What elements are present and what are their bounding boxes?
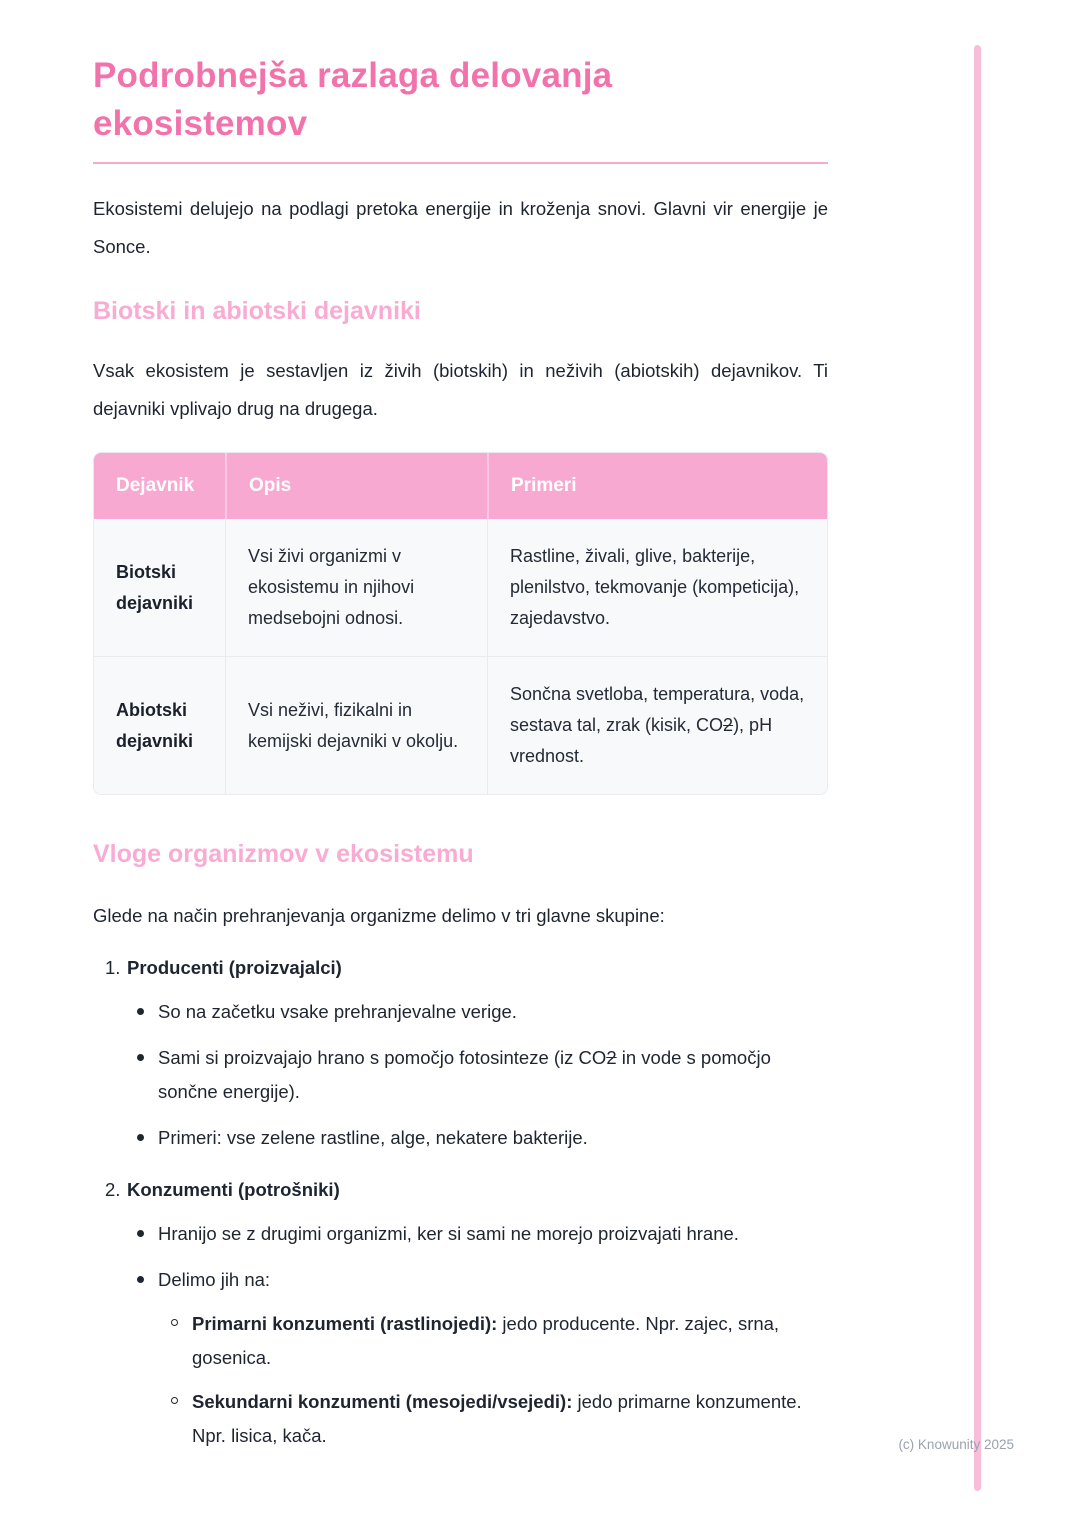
section-heading-vloge: Vloge organizmov v ekosistemu bbox=[93, 840, 474, 868]
table-header-primeri: Primeri bbox=[487, 453, 828, 519]
bullet-text: So na začetku vsake prehranjevalne verige. bbox=[158, 1001, 517, 1022]
section1-paragraph: Vsak ekosistem je sestavljen iz živih (biotskih) in neživih (abiotskih) dejavnikov. Ti dejavniki vplivajo drug na drugega. bbox=[93, 360, 828, 419]
sub-list-item bbox=[93, 1385, 828, 1453]
list-item-producenti bbox=[93, 953, 828, 1155]
page-title: Podrobnejša razlaga delovanja ekosistemov bbox=[93, 56, 613, 143]
bullet-disc-icon bbox=[137, 1276, 144, 1283]
item-title: Konzumenti (potrošniki) bbox=[127, 1179, 340, 1200]
bullet-text bbox=[158, 1041, 828, 1109]
item-number: 1. bbox=[105, 957, 121, 978]
section2-paragraph: Glede na način prehranjevanja organizme delimo v tri glavne skupine: bbox=[93, 905, 665, 926]
cell-factor-name: Abiotski dejavniki bbox=[94, 656, 225, 794]
intro-paragraph: Ekosistemi delujejo na podlagi pretoka energije in kroženja snovi. Glavni vir energije je Sonce. bbox=[93, 198, 828, 257]
table-row-abiotski bbox=[94, 656, 828, 794]
primeri-text: Sončna svetloba, temperatura, voda, sestava tal, zrak (kisik, CO bbox=[510, 684, 805, 735]
bullet-text-part: Sami si proizvajajo hrano s pomočjo fotosinteze (iz CO bbox=[158, 1047, 607, 1068]
item-heading bbox=[93, 953, 828, 983]
bullet-group bbox=[93, 1217, 828, 1453]
cell-factor-name: Biotski dejavniki bbox=[94, 519, 225, 656]
list-item bbox=[93, 1217, 828, 1251]
bullet-disc-icon bbox=[137, 1008, 144, 1015]
bullet-text: Delimo jih na: bbox=[158, 1269, 271, 1290]
sub-bullet-lead: Primarni konzumenti (rastlinojedi): bbox=[192, 1313, 498, 1334]
bullet-disc-icon bbox=[137, 1054, 144, 1061]
item-title: Producenti (proizvajalci) bbox=[127, 957, 342, 978]
table-row-biotski bbox=[94, 519, 828, 656]
table-header-row bbox=[94, 453, 828, 519]
bullet-text: Primeri: vse zelene rastline, alge, nekatere bakterije. bbox=[158, 1127, 588, 1148]
sub-bullet-body: jedo producente. Npr. zajec, srna, gosenica. bbox=[192, 1313, 780, 1368]
bullet-disc-icon bbox=[137, 1230, 144, 1237]
factors-table bbox=[93, 452, 828, 795]
right-accent-stripe bbox=[974, 45, 981, 1491]
bullet-circle-icon bbox=[171, 1397, 178, 1404]
sub-list-item bbox=[93, 1307, 828, 1375]
page-content bbox=[93, 0, 828, 1453]
bullet-text-part: in vode s pomočjo sončne energije). bbox=[158, 1047, 771, 1102]
item-number: 2. bbox=[105, 1179, 121, 1200]
list-item-konzumenti bbox=[93, 1175, 828, 1453]
co2-subscript: 2 bbox=[723, 715, 734, 735]
cell-primeri: Rastline, živali, glive, bakterije, plenilstvo, tekmovanje (kompeticija), zajedavstvo. bbox=[487, 519, 828, 656]
sub-bullet-text bbox=[192, 1307, 828, 1375]
roles-list bbox=[93, 953, 828, 1453]
sub-bullet-group bbox=[93, 1307, 828, 1453]
primeri-text: ), pH vrednost. bbox=[510, 715, 773, 766]
sub-bullet-lead: Sekundarni konzumenti (mesojedi/vsejedi): bbox=[192, 1391, 573, 1412]
bullet-disc-icon bbox=[137, 1134, 144, 1141]
co2-subscript: 2 bbox=[606, 1047, 617, 1068]
title-divider bbox=[93, 162, 828, 164]
section-heading-biotski: Biotski in abiotski dejavniki bbox=[93, 297, 421, 325]
cell-opis: Vsi neživi, fizikalni in kemijski dejavniki v okolju. bbox=[225, 656, 487, 794]
sub-bullet-body: jedo primarne konzumente. Npr. lisica, kača. bbox=[192, 1391, 802, 1446]
copyright-footer: (c) Knowunity 2025 bbox=[898, 1437, 1014, 1452]
bullet-group bbox=[93, 995, 828, 1155]
list-item bbox=[93, 995, 828, 1029]
bullet-text: Hranijo se z drugimi organizmi, ker si sami ne morejo proizvajati hrane. bbox=[158, 1223, 739, 1244]
bullet-circle-icon bbox=[171, 1319, 178, 1326]
cell-primeri bbox=[487, 656, 828, 794]
list-item bbox=[93, 1121, 828, 1155]
item-heading bbox=[93, 1175, 828, 1205]
list-item bbox=[93, 1041, 828, 1109]
list-item bbox=[93, 1263, 828, 1297]
table-header-dejavnik: Dejavnik bbox=[94, 453, 225, 519]
sub-bullet-text bbox=[192, 1385, 828, 1453]
table-header-opis: Opis bbox=[225, 453, 487, 519]
cell-opis: Vsi živi organizmi v ekosistemu in njihovi medsebojni odnosi. bbox=[225, 519, 487, 656]
